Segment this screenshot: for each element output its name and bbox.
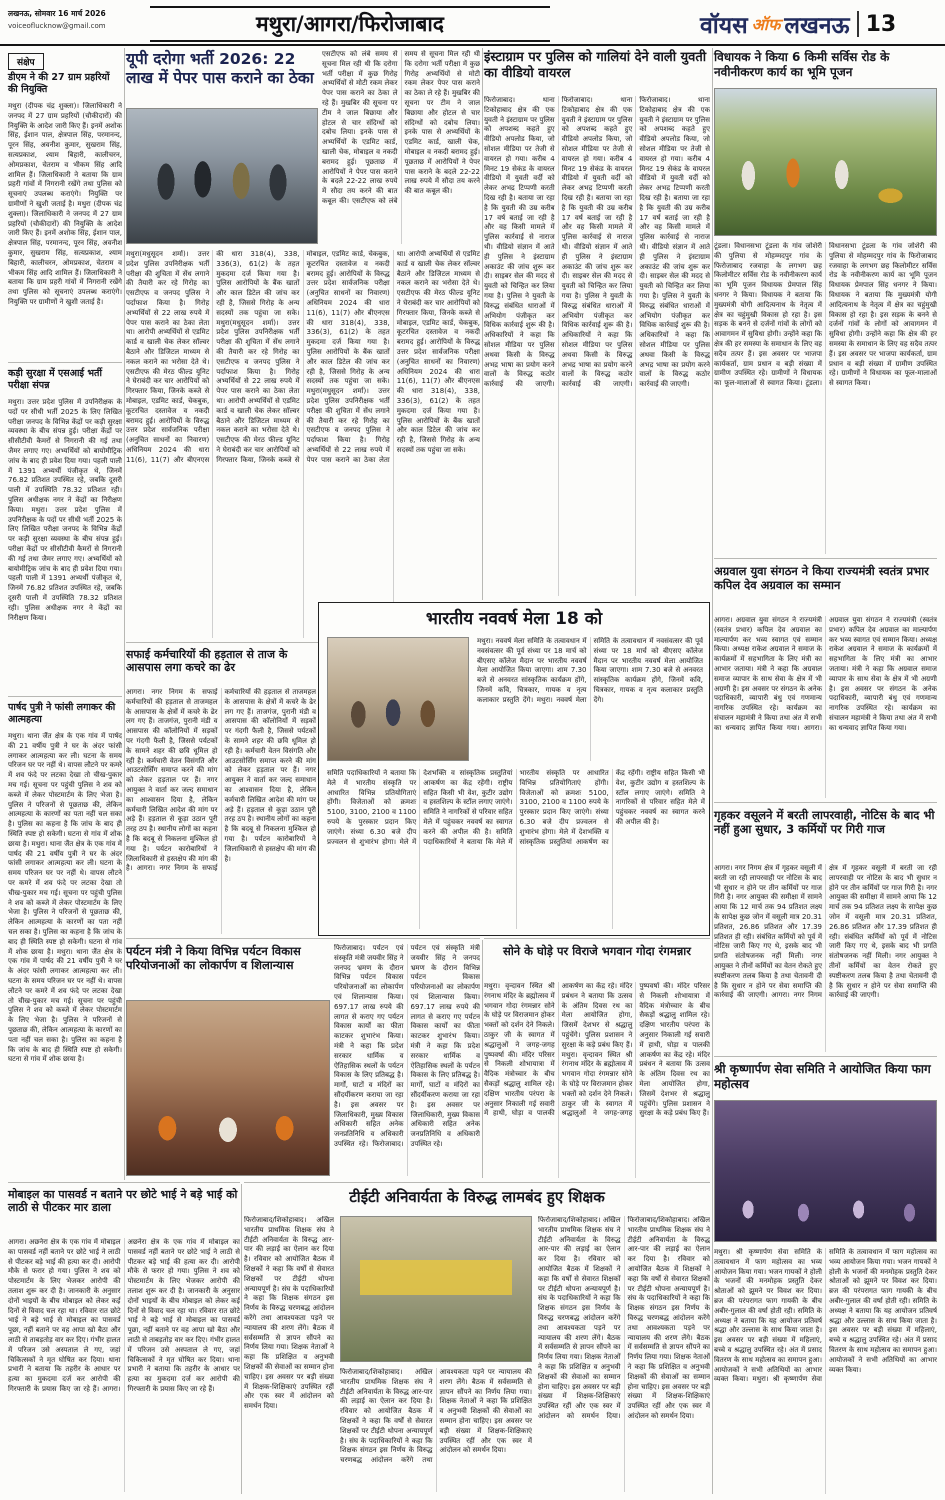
tet-body-right: फिरोजाबाद/शिकोहाबाद। अखिल भारतीय प्राथमिक शिक्षक संघ ने टीईटी अनिवार्यता के विरुद्ध आर-पार की लड़ाई का ऐलान कर दिया है। रविवार को आयोजित बैठक में शिक्षकों ने कहा कि वर्षों से सेवारत शिक्षकों पर टीईटी थोपना अन्यायपूर्ण है। संघ के पदाधिकारियों ने कहा कि शिक्षक संगठन इस निर्णय के विरुद्ध चरणबद्ध आंदोलन करेंगे तथा आवश्यकता पड़ने पर न्यायालय की शरण लेंगे। बैठक में सर्वसम्मति से ज्ञापन सौंपने का निर्णय लिया गया। शिक्षक नेताओं ने कहा कि प्रशिक्षित व अनुभवी शिक्षकों की सेवाओं का सम्मान होना चाहिए। इस अवसर पर बड़ी संख्या में शिक्षक-शिक्षिकाएं उपस्थित रहीं और एक स्वर में आंदोलन को समर्थन दिया। फिरोजाबाद/शिकोहाबाद। अखिल भारतीय प्राथमिक शिक्षक संघ ने टीईटी अनिवार्यता के विरुद्ध आर-पार की लड़ाई का ऐलान कर दिया है। रविवार को आयोजित बैठक में शिक्षकों ने कहा कि वर्षों से सेवारत शिक्षकों पर टीईटी थोपना अन्यायपूर्ण है। संघ के पदाधिकारियों ने कहा कि शिक्षक संगठन इस निर्णय के विरुद्ध चरणबद्ध आंदोलन करेंगे तथा आवश्यकता पड़ने पर न्यायालय की शरण लेंगे। बैठक में सर्वसम्मति से ज्ञापन सौंपने का निर्णय लिया गया। शिक्षक नेताओं ने कहा कि प्रशिक्षित व अनुभवी शिक्षकों की सेवाओं का सम्मान होना चाहिए। इस अवसर पर बड़ी संख्या में शिक्षक-शिक्षिकाएं उपस्थित रहीं और एक स्वर में आंदोलन को समर्थन दिया। [538, 1216, 710, 1420]
brief-2-body: मथुरा। उत्तर प्रदेश पुलिस में उपनिरीक्षक के पदों पर सीधी भर्ती 2025 के लिए लिखित परीक्षा जनपद के विभिन्न केंद्रों पर कड़ी सुरक्षा व्यवस्था के बीच संपन्न हुई। परीक्षा केंद्रों पर सीसीटीवी कैमरों से निगरानी की गई तथा जैमर लगाए गए। अभ्यर्थियों को बायोमीट्रिक जांच के बाद ही प्रवेश दिया गया। पहली पाली में 1391 अभ्यर्थी पंजीकृत थे, जिनमें 76.82 प्रतिशत उपस्थित रहे, जबकि दूसरी पाली में उपस्थिति 78.32 प्रतिशत रही। पुलिस अधीक्षक नगर ने केंद्रों का निरीक्षण किया। मथुरा। उत्तर प्रदेश पुलिस में उपनिरीक्षक के पदों पर सीधी भर्ती 2025 के लिए लिखित परीक्षा जनपद के विभिन्न केंद्रों पर कड़ी सुरक्षा व्यवस्था के बीच संपन्न हुई। परीक्षा केंद्रों पर सीसीटीवी कैमरों से निगरानी की गई तथा जैमर लगाए गए। अभ्यर्थियों को बायोमीट्रिक जांच के बाद ही प्रवेश दिया गया। पहली पाली में 1391 अभ्यर्थी पंजीकृत थे, जिनमें 76.82 प्रतिशत उपस्थित रहे, जबकि दूसरी पाली में उपस्थिति 78.32 प्रतिशत रही। पुलिस अधीक्षक नगर ने केंद्रों का निरीक्षण किया। [8, 398, 122, 622]
daroga-headline: यूपी दरोगा भर्ती 2026: 22 लाख में पेपर पास कराने का ठेका [126, 50, 314, 87]
brand-word-2: ऑफ [751, 15, 781, 34]
page-number: 13 [865, 11, 897, 37]
region-banner [150, 6, 550, 42]
column-rule [241, 1184, 242, 1494]
tet-body-left: फिरोजाबाद/शिकोहाबाद। अखिल भारतीय प्राथमिक शिक्षक संघ ने टीईटी अनिवार्यता के विरुद्ध आर-पार की लड़ाई का ऐलान कर दिया है। रविवार को आयोजित बैठक में शिक्षकों ने कहा कि वर्षों से सेवारत शिक्षकों पर टीईटी थोपना अन्यायपूर्ण है। संघ के पदाधिकारियों ने कहा कि शिक्षक संगठन इस निर्णय के विरुद्ध चरणबद्ध आंदोलन करेंगे तथा आवश्यकता पड़ने पर न्यायालय की शरण लेंगे। बैठक में सर्वसम्मति से ज्ञापन सौंपने का निर्णय लिया गया। शिक्षक नेताओं ने कहा कि प्रशिक्षित व अनुभवी शिक्षकों की सेवाओं का सम्मान होना चाहिए। इस अवसर पर बड़ी संख्या में शिक्षक-शिक्षिकाएं उपस्थित रहीं और एक स्वर में आंदोलन को समर्थन दिया। [244, 1216, 334, 1411]
navvarsh-body-top: मथुरा। नववर्ष मेला समिति के तत्वावधान में नवसंवत्सर की पूर्व संध्या पर 18 मार्च को बीएसए कॉलेज मैदान पर भारतीय नववर्ष मेला आयोजित किया जाएगा। शाम 7.30 बजे से अनवरत सांस्कृतिक कार्यक्रम होंगे, जिनमें कवि, चित्रकार, गायक व नृत्य कलाकार प्रस्तुति देंगे। मथुरा। नववर्ष मेला समिति के तत्वावधान में नवसंवत्सर की पूर्व संध्या पर 18 मार्च को बीएसए कॉलेज मैदान पर भारतीय नववर्ष मेला आयोजित किया जाएगा। शाम 7.30 बजे से अनवरत सांस्कृतिक कार्यक्रम होंगे, जिनमें कवि, चित्रकार, गायक व नृत्य कलाकार प्रस्तुति देंगे। [477, 637, 703, 704]
daroga-body-top: एसटीएफ को लंबे समय से सूचना मिल रही थी कि दरोगा भर्ती परीक्षा में कुछ गिरोह अभ्यर्थियों से मोटी रकम लेकर पेपर पास कराने का ठेका ले रहे हैं। मुखबिर की सूचना पर टीम ने जाल बिछाया और होटल से चार संदिग्धों को दबोच लिया। इनके पास से अभ्यर्थियों के एडमिट कार्ड, खाली चेक, मोबाइल व नकदी बरामद हुई। पूछताछ में आरोपियों ने पेपर पास कराने के बदले 22-22 लाख रुपये में सौदा तय करने की बात कबूल की। एसटीएफ को लंबे समय से सूचना मिल रही थी कि दरोगा भर्ती परीक्षा में कुछ गिरोह अभ्यर्थियों से मोटी रकम लेकर पेपर पास कराने का ठेका ले रहे हैं। मुखबिर की सूचना पर टीम ने जाल बिछाया और होटल से चार संदिग्धों को दबोच लिया। इनके पास से अभ्यर्थियों के एडमिट कार्ड, खाली चेक, मोबाइल व नकदी बरामद हुई। पूछताछ में आरोपियों ने पेपर पास कराने के बदले 22-22 लाख रुपये में सौदा तय करने की बात कबूल की। [322, 50, 480, 205]
safai-headline: सफाई कर्मचारियों की हड़ताल से ताज के आसपास लगा कचरे का ढेर [126, 648, 288, 675]
photo-vidhayak-bhoomipujan [714, 88, 937, 236]
brief-3-headline: पार्षद पुत्री ने फांसी लगाकर की आत्महत्या [8, 702, 116, 725]
city-date: लखनऊ, सोमवार 16 मार्च 2026 [8, 9, 106, 18]
tet-headline: टीईटी अनिवार्यता के विरुद्ध लामबंद हुए शिक्षक [349, 1188, 605, 1206]
mobile-murder-body: आगरा। अछनेरा क्षेत्र के एक गांव में मोबाइल का पासवर्ड नहीं बताने पर छोटे भाई ने लाठी से पीटकर बड़े भाई की हत्या कर दी। आरोपी मौके से फरार हो गया। पुलिस ने शव को पोस्टमार्टम के लिए भेजकर आरोपी की तलाश शुरू कर दी है। जानकारी के अनुसार दोनों भाइयों के बीच मोबाइल को लेकर कई दिनों से विवाद चल रहा था। रविवार रात छोटे भाई ने बड़े भाई से मोबाइल का पासवर्ड पूछा, नहीं बताने पर वह आपा खो बैठा और लाठी से ताबड़तोड़ वार कर दिए। गंभीर हालत में परिजन उसे अस्पताल ले गए, जहां चिकित्सकों ने मृत घोषित कर दिया। थाना प्रभारी ने बताया कि तहरीर के आधार पर हत्या का मुकदमा दर्ज कर आरोपी की गिरफ्तारी के प्रयास किए जा रहे हैं। आगरा। अछनेरा क्षेत्र के एक गांव में मोबाइल का पासवर्ड नहीं बताने पर छोटे भाई ने लाठी से पीटकर बड़े भाई की हत्या कर दी। आरोपी मौके से फरार हो गया। पुलिस ने शव को पोस्टमार्टम के लिए भेजकर आरोपी की तलाश शुरू कर दी है। जानकारी के अनुसार दोनों भाइयों के बीच मोबाइल को लेकर कई दिनों से विवाद चल रहा था। रविवार रात छोटे भाई ने बड़े भाई से मोबाइल का पासवर्ड पूछा, नहीं बताने पर वह आपा खो बैठा और लाठी से ताबड़तोड़ वार कर दिए। गंभीर हालत में परिजन उसे अस्पताल ले गए, जहां चिकित्सकों ने मृत घोषित कर दिया। थाना प्रभारी ने बताया कि तहरीर के आधार पर हत्या का मुकदमा दर्ज कर आरोपी की गिरफ्तारी के प्रयास किए जा रहे हैं। [8, 1238, 240, 1393]
gruhakar-body: आगरा। नगर निगम क्षेत्र में गृहकर वसूली में बरती जा रही लापरवाही पर नोटिस के बाद भी सुधार न होने पर तीन कर्मियों पर गाज गिरी है। नगर आयुक्त की समीक्षा में सामने आया कि 12 मार्च तक 94 प्रतिशत लक्ष्य के सापेक्ष कुछ जोन में वसूली मात्र 20.31 प्रतिशत, 26.86 प्रतिशत और 17.39 प्रतिशत ही रही। संबंधित कर्मियों को पूर्व में नोटिस जारी किए गए थे, इसके बाद भी प्रगति संतोषजनक नहीं मिली। नगर आयुक्त ने तीनों कर्मियों का वेतन रोकते हुए स्पष्टीकरण तलब किया है तथा चेतावनी दी है कि सुधार न होने पर सेवा समाप्ति की कार्रवाई की जाएगी। आगरा। नगर निगम क्षेत्र में गृहकर वसूली में बरती जा रही लापरवाही पर नोटिस के बाद भी सुधार न होने पर तीन कर्मियों पर गाज गिरी है। नगर आयुक्त की समीक्षा में सामने आया कि 12 मार्च तक 94 प्रतिशत लक्ष्य के सापेक्ष कुछ जोन में वसूली मात्र 20.31 प्रतिशत, 26.86 प्रतिशत और 17.39 प्रतिशत ही रही। संबंधित कर्मियों को पूर्व में नोटिस जारी किए गए थे, इसके बाद भी प्रगति संतोषजनक नहीं मिली। नगर आयुक्त ने तीनों कर्मियों का वेतन रोकते हुए स्पष्टीकरण तलब किया है तथा चेतावनी दी है कि सुधार न होने पर सेवा समाप्ति की कार्रवाई की जाएगी। [714, 864, 937, 1000]
mobile-murder-headline: मोबाइल का पासवर्ड न बताने पर छोटे भाई ने बड़े भाई को लाठी से पीटकर मार डाला [8, 1188, 238, 1215]
email-text: voiceoflucknow@gmail.com [8, 22, 106, 30]
navvarsh-box [318, 602, 710, 936]
brief-3-body: मथुरा। थाना जैंत क्षेत्र के एक गांव में पार्षद की 21 वर्षीय पुत्री ने घर के अंदर फांसी लगाकर आत्महत्या कर ली। घटना के समय परिजन घर पर नहीं थे। वापस लौटने पर कमरे में शव फंदे पर लटका देखा तो चीख-पुकार मच गई। सूचना पर पहुंची पुलिस ने शव को कब्जे में लेकर पोस्टमार्टम के लिए भेजा है। पुलिस ने परिजनों से पूछताछ की, लेकिन आत्महत्या के कारणों का पता नहीं चल सका है। पुलिस का कहना है कि जांच के बाद ही स्थिति स्पष्ट हो सकेगी। घटना से गांव में शोक छाया है। मथुरा। थाना जैंत क्षेत्र के एक गांव में पार्षद की 21 वर्षीय पुत्री ने घर के अंदर फांसी लगाकर आत्महत्या कर ली। घटना के समय परिजन घर पर नहीं थे। वापस लौटने पर कमरे में शव फंदे पर लटका देखा तो चीख-पुकार मच गई। सूचना पर पहुंची पुलिस ने शव को कब्जे में लेकर पोस्टमार्टम के लिए भेजा है। पुलिस ने परिजनों से पूछताछ की, लेकिन आत्महत्या के कारणों का पता नहीं चल सका है। पुलिस का कहना है कि जांच के बाद ही स्थिति स्पष्ट हो सकेगी। घटना से गांव में शोक छाया है। मथुरा। थाना जैंत क्षेत्र के एक गांव में पार्षद की 21 वर्षीय पुत्री ने घर के अंदर फांसी लगाकर आत्महत्या कर ली। घटना के समय परिजन घर पर नहीं थे। वापस लौटने पर कमरे में शव फंदे पर लटका देखा तो चीख-पुकार मच गई। सूचना पर पहुंची पुलिस ने शव को कब्जे में लेकर पोस्टमार्टम के लिए भेजा है। पुलिस ने परिजनों से पूछताछ की, लेकिन आत्महत्या के कारणों का पता नहीं चल सका है। पुलिस का कहना है कि जांच के बाद ही स्थिति स्पष्ट हो सकेगी। घटना से गांव में शोक छाया है। [8, 732, 122, 1064]
section-rule [8, 1182, 240, 1183]
column-rule [482, 940, 483, 1178]
daroga-body-main: मथुरा(मधुसूदन शर्मा)। उत्तर प्रदेश पुलिस उपनिरीक्षक भर्ती परीक्षा की शुचिता में सेंध लगाने की तैयारी कर रहे गिरोह का एसटीएफ व जनपद पुलिस ने पर्दाफाश किया है। गिरोह अभ्यर्थियों से 22 लाख रुपये में पेपर पास कराने का ठेका लेता था। आरोपी अभ्यर्थियों से एडमिट कार्ड व खाली चेक लेकर सॉल्वर बैठाने और डिजिटल माध्यम से नकल कराने का भरोसा देते थे। एसटीएफ की मेरठ फील्ड यूनिट ने घेराबंदी कर चार आरोपियों को गिरफ्तार किया, जिनके कब्जे से मोबाइल, एडमिट कार्ड, चेकबुक, कूटरचित दस्तावेज व नकदी बरामद हुई। आरोपियों के विरुद्ध उत्तर प्रदेश सार्वजनिक परीक्षा (अनुचित साधनों का निवारण) अधिनियम 2024 की धारा 11(6), 11(7) और बीएनएस की धारा 318(4), 338, 336(3), 61(2) के तहत मुकदमा दर्ज किया गया है। पुलिस आरोपियों के बैंक खातों और काल डिटेल की जांच कर रही है, जिससे गिरोह के अन्य सदस्यों तक पहुंचा जा सके। मथुरा(मधुसूदन शर्मा)। उत्तर प्रदेश पुलिस उपनिरीक्षक भर्ती परीक्षा की शुचिता में सेंध लगाने की तैयारी कर रहे गिरोह का एसटीएफ व जनपद पुलिस ने पर्दाफाश किया है। गिरोह अभ्यर्थियों से 22 लाख रुपये में पेपर पास कराने का ठेका लेता था। आरोपी अभ्यर्थियों से एडमिट कार्ड व खाली चेक लेकर सॉल्वर बैठाने और डिजिटल माध्यम से नकल कराने का भरोसा देते थे। एसटीएफ की मेरठ फील्ड यूनिट ने घेराबंदी कर चार आरोपियों को गिरफ्तार किया, जिनके कब्जे से मोबाइल, एडमिट कार्ड, चेकबुक, कूटरचित दस्तावेज व नकदी बरामद हुई। आरोपियों के विरुद्ध उत्तर प्रदेश सार्वजनिक परीक्षा (अनुचित साधनों का निवारण) अधिनियम 2024 की धारा 11(6), 11(7) और बीएनएस की धारा 318(4), 338, 336(3), 61(2) के तहत मुकदमा दर्ज किया गया है। पुलिस आरोपियों के बैंक खातों और काल डिटेल की जांच कर रही है, जिससे गिरोह के अन्य सदस्यों तक पहुंचा जा सके। मथुरा(मधुसूदन शर्मा)। उत्तर प्रदेश पुलिस उपनिरीक्षक भर्ती परीक्षा की शुचिता में सेंध लगाने की तैयारी कर रहे गिरोह का एसटीएफ व जनपद पुलिस ने पर्दाफाश किया है। गिरोह अभ्यर्थियों से 22 लाख रुपये में पेपर पास कराने का ठेका लेता था। आरोपी अभ्यर्थियों से एडमिट कार्ड व खाली चेक लेकर सॉल्वर बैठाने और डिजिटल माध्यम से नकल कराने का भरोसा देते थे। एसटीएफ की मेरठ फील्ड यूनिट ने घेराबंदी कर चार आरोपियों को गिरफ्तार किया, जिनके कब्जे से मोबाइल, एडमिट कार्ड, चेकबुक, कूटरचित दस्तावेज व नकदी बरामद हुई। आरोपियों के विरुद्ध उत्तर प्रदेश सार्वजनिक परीक्षा (अनुचित साधनों का निवारण) अधिनियम 2024 की धारा 11(6), 11(7) और बीएनएस की धारा 318(4), 338, 336(3), 61(2) के तहत मुकदमा दर्ज किया गया है। पुलिस आरोपियों के बैंक खातों और काल डिटेल की जांच कर रही है, जिससे गिरोह के अन्य सदस्यों तक पहुंचा जा सके। [126, 250, 480, 464]
brand-word-1: वॉयस [700, 13, 748, 39]
photo-tet-protest [340, 1216, 532, 1362]
phag-body: मथुरा। श्री कृष्णार्पण सेवा समिति के तत्वावधान में फाग महोत्सव का भव्य आयोजन किया गया। भजन गायकों ने होली के भजनों की मनमोहक प्रस्तुति देकर श्रोताओं को झूमने पर विवश कर दिया। ब्रज की परंपरागत फाग गायकी के बीच अबीर-गुलाल की वर्षा होती रही। समिति के अध्यक्ष ने बताया कि यह आयोजन प्रतिवर्ष श्रद्धा और उल्लास के साथ किया जाता है। इस अवसर पर बड़ी संख्या में महिलाएं, बच्चे व श्रद्धालु उपस्थित रहे। अंत में प्रसाद वितरण के साथ महोत्सव का समापन हुआ। आयोजकों ने सभी अतिथियों का आभार व्यक्त किया। मथुरा। श्री कृष्णार्पण सेवा समिति के तत्वावधान में फाग महोत्सव का भव्य आयोजन किया गया। भजन गायकों ने होली के भजनों की मनमोहक प्रस्तुति देकर श्रोताओं को झूमने पर विवश कर दिया। ब्रज की परंपरागत फाग गायकी के बीच अबीर-गुलाल की वर्षा होती रही। समिति के अध्यक्ष ने बताया कि यह आयोजन प्रतिवर्ष श्रद्धा और उल्लास के साथ किया जाता है। इस अवसर पर बड़ी संख्या में महिलाएं, बच्चे व श्रद्धालु उपस्थित रहे। अंत में प्रसाद वितरण के साथ महोत्सव का समापन हुआ। आयोजकों ने सभी अतिथियों का आभार व्यक्त किया। [714, 1248, 937, 1384]
masthead-rule [0, 44, 945, 46]
sone-body: मथुरा। वृन्दावन स्थित श्री रंगनाथ मंदिर के ब्रह्मोत्सव में भगवान गोदा रंगमन्नार सोने के घोड़े पर विराजमान होकर भक्तों को दर्शन देने निकले। ठाकुर जी के स्वागत में श्रद्धालुओं ने जगह-जगह पुष्पवर्षा की। मंदिर परिसर से निकली शोभायात्रा में वैदिक मंत्रोच्चार के बीच सैकड़ों श्रद्धालु शामिल रहे। दक्षिण भारतीय परंपरा के अनुसार निकाली गई सवारी में हाथी, घोड़ा व पालकी आकर्षण का केंद्र रहे। मंदिर प्रबंधन ने बताया कि उत्सव के अंतिम दिवस रथ का मेला आयोजित होगा, जिसमें देशभर से श्रद्धालु पहुंचेंगे। पुलिस प्रशासन ने सुरक्षा के कड़े प्रबंध किए हैं। मथुरा। वृन्दावन स्थित श्री रंगनाथ मंदिर के ब्रह्मोत्सव में भगवान गोदा रंगमन्नार सोने के घोड़े पर विराजमान होकर भक्तों को दर्शन देने निकले। ठाकुर जी के स्वागत में श्रद्धालुओं ने जगह-जगह पुष्पवर्षा की। मंदिर परिसर से निकली शोभायात्रा में वैदिक मंत्रोच्चार के बीच सैकड़ों श्रद्धालु शामिल रहे। दक्षिण भारतीय परंपरा के अनुसार निकाली गई सवारी में हाथी, घोड़ा व पालकी आकर्षण का केंद्र रहे। मंदिर प्रबंधन ने बताया कि उत्सव के अंतिम दिवस रथ का मेला आयोजित होगा, जिसमें देशभर से श्रद्धालु पहुंचेंगे। पुलिस प्रशासन ने सुरक्षा के कड़े प्रबंध किए हैं। [484, 982, 710, 1118]
instagram-headline: इंस्टाग्राम पर पुलिस को गालियां देने वाली युवती का वीडियो वायरल [484, 50, 707, 81]
tet-body-under-photo: फिरोजाबाद/शिकोहाबाद। अखिल भारतीय प्राथमिक शिक्षक संघ ने टीईटी अनिवार्यता के विरुद्ध आर-पार की लड़ाई का ऐलान कर दिया है। रविवार को आयोजित बैठक में शिक्षकों ने कहा कि वर्षों से सेवारत शिक्षकों पर टीईटी थोपना अन्यायपूर्ण है। संघ के पदाधिकारियों ने कहा कि शिक्षक संगठन इस निर्णय के विरुद्ध चरणबद्ध आंदोलन करेंगे तथा आवश्यकता पड़ने पर न्यायालय की शरण लेंगे। बैठक में सर्वसम्मति से ज्ञापन सौंपने का निर्णय लिया गया। शिक्षक नेताओं ने कहा कि प्रशिक्षित व अनुभवी शिक्षकों की सेवाओं का सम्मान होना चाहिए। इस अवसर पर बड़ी संख्या में शिक्षक-शिक्षिकाएं उपस्थित रहीं और एक स्वर में आंदोलन को समर्थन दिया। [340, 1368, 532, 1465]
brand-word-3: लखनऊ [784, 13, 850, 39]
photo-navvarsh-meeting [327, 637, 469, 761]
section-rule [484, 938, 710, 939]
briefs-label-text: संक्षेप [8, 53, 44, 70]
section-rule [714, 558, 937, 559]
region-title: मथुरा/आगरा/फिरोजाबाद [256, 12, 444, 36]
masthead-dateline [8, 9, 148, 30]
vidhayak-body: टूंडला। विधानसभा टूंडला के गांव जोशेरी की पुलिया से मोहम्मदपुर गांव के फिरोजाबाद रजवाहा के लगभग छह किलोमीटर सर्विस रोड के नवीनीकरण कार्य का भूमि पूजन विधायक प्रेमपाल सिंह धनगर ने किया। विधायक ने बताया कि मुख्यमंत्री योगी आदित्यनाथ के नेतृत्व में क्षेत्र का चहुंमुखी विकास हो रहा है। इस सड़क के बनने से दर्जनों गांवों के लोगों को आवागमन में सुविधा होगी। उन्होंने कहा कि क्षेत्र की हर समस्या के समाधान के लिए वह सदैव तत्पर हैं। इस अवसर पर भाजपा कार्यकर्ता, ग्राम प्रधान व बड़ी संख्या में ग्रामीण उपस्थित रहे। ग्रामीणों ने विधायक का फूल-मालाओं से स्वागत किया। टूंडला। विधानसभा टूंडला के गांव जोशेरी की पुलिया से मोहम्मदपुर गांव के फिरोजाबाद रजवाहा के लगभग छह किलोमीटर सर्विस रोड के नवीनीकरण कार्य का भूमि पूजन विधायक प्रेमपाल सिंह धनगर ने किया। विधायक ने बताया कि मुख्यमंत्री योगी आदित्यनाथ के नेतृत्व में क्षेत्र का चहुंमुखी विकास हो रहा है। इस सड़क के बनने से दर्जनों गांवों के लोगों को आवागमन में सुविधा होगी। उन्होंने कहा कि क्षेत्र की हर समस्या के समाधान के लिए वह सदैव तत्पर हैं। इस अवसर पर भाजपा कार्यकर्ता, ग्राम प्रधान व बड़ी संख्या में ग्रामीण उपस्थित रहे। ग्रामीणों ने विधायक का फूल-मालाओं से स्वागत किया। [714, 242, 937, 388]
vidhayak-headline: विधायक ने किया 6 किमी सर्विस रोड के नवीनीकरण कार्य का भूमि पूजन [714, 50, 890, 79]
photo-phag-mahotsav [714, 1100, 937, 1242]
sone-headline: सोने के घोड़े पर विराजे भगवान गोदा रंगमन्नार [503, 944, 691, 958]
paryatan-headline: पर्यटन मंत्री ने किया विभिन्न पर्यटन विकास परियोजनाओं का लोकार्पण व शिलान्यास [126, 944, 301, 973]
brief-1-body: मथुरा (दीपक चंद्र शुक्ला)। जिलाधिकारी ने जनपद में 27 ग्राम प्रहरियों (चौकीदारों) की नियुक्ति के आदेश जारी किए हैं। इनमें अशोक सिंह, ईशान पाल, क्षेत्रपाल सिंह, परमानन्द, पूरन सिंह, अवनीश कुमार, सुखराम सिंह, सत्यप्रकाश, श्याम बिहारी, कालीचरन, ओमप्रकाश, चेतराम व भीकम सिंह आदि शामिल हैं। जिलाधिकारी ने बताया कि ग्राम प्रहरी गांवों में निगरानी रखेंगे तथा पुलिस को सूचनाएं उपलब्ध कराएंगे। नियुक्ति पर ग्रामीणों ने खुशी जताई है। मथुरा (दीपक चंद्र शुक्ला)। जिलाधिकारी ने जनपद में 27 ग्राम प्रहरियों (चौकीदारों) की नियुक्ति के आदेश जारी किए हैं। इनमें अशोक सिंह, ईशान पाल, क्षेत्रपाल सिंह, परमानन्द, पूरन सिंह, अवनीश कुमार, सुखराम सिंह, सत्यप्रकाश, श्याम बिहारी, कालीचरन, ओमप्रकाश, चेतराम व भीकम सिंह आदि शामिल हैं। जिलाधिकारी ने बताया कि ग्राम प्रहरी गांवों में निगरानी रखेंगे तथा पुलिस को सूचनाएं उपलब्ध कराएंगे। नियुक्ति पर ग्रामीणों ने खुशी जताई है। [8, 102, 122, 306]
brief-1-headline: डीएम ने की 27 ग्राम प्रहरियों की नियुक्ति [8, 72, 110, 95]
phag-headline: श्री कृष्णार्पण सेवा समिति ने आयोजित किया फाग महोत्सव [714, 1062, 931, 1091]
section-rule [8, 362, 122, 363]
agrawal-headline: अग्रवाल युवा संगठन ने किया राज्यमंत्री स्वतंत्र प्रभार कपिल देव अग्रवाल का सम्मान [714, 564, 929, 593]
safai-body: आगरा। नगर निगम के सफाई कर्मचारियों की हड़ताल से ताजमहल के आसपास के क्षेत्रों में कचरे के ढेर लग गए हैं। ताजगंज, पुरानी मंडी व आसपास की कॉलोनियों में सड़कों पर गंदगी फैली है, जिससे पर्यटकों के सामने शहर की छवि धूमिल हो रही है। कर्मचारी वेतन विसंगति और आउटसोर्सिंग समाप्त करने की मांग को लेकर हड़ताल पर हैं। नगर आयुक्त ने वार्ता कर जल्द समाधान का आश्वासन दिया है, लेकिन कर्मचारी लिखित आदेश की मांग पर अड़े हैं। हड़ताल से कूड़ा उठान पूरी तरह ठप है। स्थानीय लोगों का कहना है कि बदबू से निकलना मुश्किल हो गया है। पर्यटन कारोबारियों ने जिलाधिकारी से हस्तक्षेप की मांग की है। आगरा। नगर निगम के सफाई कर्मचारियों की हड़ताल से ताजमहल के आसपास के क्षेत्रों में कचरे के ढेर लग गए हैं। ताजगंज, पुरानी मंडी व आसपास की कॉलोनियों में सड़कों पर गंदगी फैली है, जिससे पर्यटकों के सामने शहर की छवि धूमिल हो रही है। कर्मचारी वेतन विसंगति और आउटसोर्सिंग समाप्त करने की मांग को लेकर हड़ताल पर हैं। नगर आयुक्त ने वार्ता कर जल्द समाधान का आश्वासन दिया है, लेकिन कर्मचारी लिखित आदेश की मांग पर अड़े हैं। हड़ताल से कूड़ा उठान पूरी तरह ठप है। स्थानीय लोगों का कहना है कि बदबू से निकलना मुश्किल हो गया है। पर्यटन कारोबारियों ने जिलाधिकारी से हस्तक्षेप की मांग की है। [126, 688, 316, 873]
section-rule [126, 938, 480, 939]
agrawal-body: आगरा। अग्रवाल युवा संगठन ने राज्यमंत्री (स्वतंत्र प्रभार) कपिल देव अग्रवाल का माल्यार्पण कर भव्य स्वागत एवं सम्मान किया। अध्यक्ष राकेश अग्रवाल ने समाज के कार्यक्रमों में सहभागिता के लिए मंत्री का आभार जताया। मंत्री ने कहा कि अग्रवाल समाज व्यापार के साथ सेवा के क्षेत्र में भी अग्रणी है। इस अवसर पर संगठन के अनेक पदाधिकारी, व्यापारी बंधु एवं गणमान्य नागरिक उपस्थित रहे। कार्यक्रम का संचालन महामंत्री ने किया तथा अंत में सभी का धन्यवाद ज्ञापित किया गया। आगरा। अग्रवाल युवा संगठन ने राज्यमंत्री (स्वतंत्र प्रभार) कपिल देव अग्रवाल का माल्यार्पण कर भव्य स्वागत एवं सम्मान किया। अध्यक्ष राकेश अग्रवाल ने समाज के कार्यक्रमों में सहभागिता के लिए मंत्री का आभार जताया। मंत्री ने कहा कि अग्रवाल समाज व्यापार के साथ सेवा के क्षेत्र में भी अग्रणी है। इस अवसर पर संगठन के अनेक पदाधिकारी, व्यापारी बंधु एवं गणमान्य नागरिक उपस्थित रहे। कार्यक्रम का संचालन महामंत्री ने किया तथा अंत में सभी का धन्यवाद ज्ञापित किया गया। [714, 616, 937, 732]
photo-daroga-arrest [126, 108, 318, 244]
column-rule [124, 48, 125, 1180]
photo-paryatan-event [126, 1000, 330, 1176]
section-rule [714, 802, 937, 803]
instagram-body: फिरोजाबाद। थाना टिकोहाबाद क्षेत्र की एक युवती ने इंस्टाग्राम पर पुलिस को अपशब्द कहते हुए वीडियो अपलोड किया, जो सोशल मीडिया पर तेजी से वायरल हो गया। करीब 4 मिनट 19 सेकंड के वायरल वीडियो में युवती वर्दी को लेकर अभद्र टिप्पणी करती दिख रही है। बताया जा रहा है कि युवती की उम्र करीब 17 वर्ष बताई जा रही है और वह किसी मामले में पुलिस कार्रवाई से नाराज थी। वीडियो संज्ञान में आते ही पुलिस ने इंस्टाग्राम अकाउंट की जांच शुरू कर दी। साइबर सेल की मदद से युवती को चिन्हित कर लिया गया है। पुलिस ने युवती के विरुद्ध संबंधित धाराओं में अभियोग पंजीकृत कर विधिक कार्रवाई शुरू की है। अधिकारियों ने कहा कि सोशल मीडिया पर पुलिस अथवा किसी के विरुद्ध अभद्र भाषा का प्रयोग करने वालों के विरुद्ध कठोर कार्रवाई की जाएगी। फिरोजाबाद। थाना टिकोहाबाद क्षेत्र की एक युवती ने इंस्टाग्राम पर पुलिस को अपशब्द कहते हुए वीडियो अपलोड किया, जो सोशल मीडिया पर तेजी से वायरल हो गया। करीब 4 मिनट 19 सेकंड के वायरल वीडियो में युवती वर्दी को लेकर अभद्र टिप्पणी करती दिख रही है। बताया जा रहा है कि युवती की उम्र करीब 17 वर्ष बताई जा रही है और वह किसी मामले में पुलिस कार्रवाई से नाराज थी। वीडियो संज्ञान में आते ही पुलिस ने इंस्टाग्राम अकाउंट की जांच शुरू कर दी। साइबर सेल की मदद से युवती को चिन्हित कर लिया गया है। पुलिस ने युवती के विरुद्ध संबंधित धाराओं में अभियोग पंजीकृत कर विधिक कार्रवाई शुरू की है। अधिकारियों ने कहा कि सोशल मीडिया पर पुलिस अथवा किसी के विरुद्ध अभद्र भाषा का प्रयोग करने वालों के विरुद्ध कठोर कार्रवाई की जाएगी। फिरोजाबाद। थाना टिकोहाबाद क्षेत्र की एक युवती ने इंस्टाग्राम पर पुलिस को अपशब्द कहते हुए वीडियो अपलोड किया, जो सोशल मीडिया पर तेजी से वायरल हो गया। करीब 4 मिनट 19 सेकंड के वायरल वीडियो में युवती वर्दी को लेकर अभद्र टिप्पणी करती दिख रही है। बताया जा रहा है कि युवती की उम्र करीब 17 वर्ष बताई जा रही है और वह किसी मामले में पुलिस कार्रवाई से नाराज थी। वीडियो संज्ञान में आते ही पुलिस ने इंस्टाग्राम अकाउंट की जांच शुरू कर दी। साइबर सेल की मदद से युवती को चिन्हित कर लिया गया है। पुलिस ने युवती के विरुद्ध संबंधित धाराओं में अभियोग पंजीकृत कर विधिक कार्रवाई शुरू की है। अधिकारियों ने कहा कि सोशल मीडिया पर पुलिस अथवा किसी के विरुद्ध अभद्र भाषा का प्रयोग करने वालों के विरुद्ध कठोर कार्रवाई की जाएगी। [484, 96, 710, 389]
brief-2-headline: कड़ी सुरक्षा में एसआई भर्ती परीक्षा संपन्न [8, 368, 102, 391]
navvarsh-headline: भारतीय नववर्ष मेला 18 को [425, 609, 603, 629]
brand-divider [857, 11, 859, 37]
briefs-section-label [8, 50, 44, 70]
masthead-brand [700, 8, 937, 40]
section-rule [8, 696, 122, 697]
section-rule [244, 1182, 710, 1183]
navvarsh-body-main: समिति पदाधिकारियों ने बताया कि मेले में भारतीय संस्कृति पर आधारित विभिन्न प्रतियोगिताएं होंगी। विजेताओं को क्रमशः 5100, 3100, 2100 व 1100 रुपये के पुरस्कार प्रदान किए जाएंगे। संध्या 6.30 बजे दीप प्रज्वलन से शुभारंभ होगा। मेले में देशभक्ति व सांस्कृतिक प्रस्तुतियां आकर्षण का केंद्र रहेंगी। राष्ट्रीय सहित किसी भी वेश, कुटीर उद्योग व हस्तशिल्प के स्टॉल लगाए जाएंगे। समिति ने नागरिकों से परिवार सहित मेले में पहुंचकर नववर्ष का स्वागत करने की अपील की है। समिति पदाधिकारियों ने बताया कि मेले में भारतीय संस्कृति पर आधारित विभिन्न प्रतियोगिताएं होंगी। विजेताओं को क्रमशः 5100, 3100, 2100 व 1100 रुपये के पुरस्कार प्रदान किए जाएंगे। संध्या 6.30 बजे दीप प्रज्वलन से शुभारंभ होगा। मेले में देशभक्ति व सांस्कृतिक प्रस्तुतियां आकर्षण का केंद्र रहेंगी। राष्ट्रीय सहित किसी भी वेश, कुटीर उद्योग व हस्तशिल्प के स्टॉल लगाए जाएंगे। समिति ने नागरिकों से परिवार सहित मेले में पहुंचकर नववर्ष का स्वागत करने की अपील की है। [327, 769, 705, 846]
column-rule [482, 48, 483, 600]
column-rule [712, 48, 713, 1494]
paryatan-body: फिरोजाबाद। पर्यटन एवं संस्कृति मंत्री जयवीर सिंह ने जनपद भ्रमण के दौरान विभिन्न पर्यटन विकास परियोजनाओं का लोकार्पण एवं शिलान्यास किया। 697.17 लाख रुपये की लागत से कराए गए पर्यटन विकास कार्यों का फीता काटकर शुभारंभ किया। मंत्री ने कहा कि प्रदेश सरकार धार्मिक व ऐतिहासिक स्थलों के पर्यटन विकास के लिए प्रतिबद्ध है। मार्गों, घाटों व मंदिरों का सौंदर्यीकरण कराया जा रहा है। इस अवसर पर जिलाधिकारी, मुख्य विकास अधिकारी सहित अनेक जनप्रतिनिधि व अधिकारी उपस्थित रहे। फिरोजाबाद। पर्यटन एवं संस्कृति मंत्री जयवीर सिंह ने जनपद भ्रमण के दौरान विभिन्न पर्यटन विकास परियोजनाओं का लोकार्पण एवं शिलान्यास किया। 697.17 लाख रुपये की लागत से कराए गए पर्यटन विकास कार्यों का फीता काटकर शुभारंभ किया। मंत्री ने कहा कि प्रदेश सरकार धार्मिक व ऐतिहासिक स्थलों के पर्यटन विकास के लिए प्रतिबद्ध है। मार्गों, घाटों व मंदिरों का सौंदर्यीकरण कराया जा रहा है। इस अवसर पर जिलाधिकारी, मुख्य विकास अधिकारी सहित अनेक जनप्रतिनिधि व अधिकारी उपस्थित रहे। [334, 944, 480, 1148]
gruhakar-headline: गृहकर वसूलने में बरती लापरवाही, नोटिस के बाद भी नहीं हुआ सुधार, 3 कर्मियों पर गिरी गाज [714, 808, 935, 837]
section-rule [714, 1056, 937, 1057]
